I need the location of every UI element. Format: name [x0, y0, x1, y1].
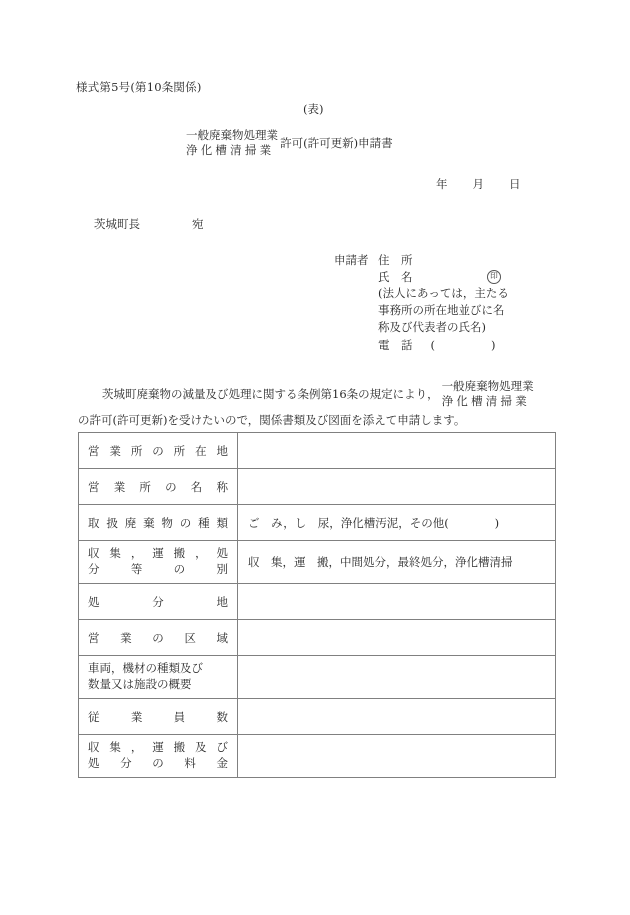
body-paragraph	[78, 379, 556, 428]
table-row	[79, 735, 556, 778]
body-line-1	[78, 379, 556, 409]
row-label-disposal-site: 処分地	[79, 584, 238, 620]
applicant-address-row	[334, 252, 509, 269]
addressee-honorific: 宛	[192, 217, 204, 231]
applicant-heading: 申請者	[334, 253, 369, 267]
table-row	[79, 699, 556, 735]
date-month-label: 月	[472, 177, 484, 191]
date-line	[436, 176, 521, 192]
row-value-business-area[interactable]	[238, 620, 556, 656]
row-value-collection-transport-disposal-category[interactable]: 収 集，運 搬，中間処分，最終処分，浄化槽清掃	[238, 541, 556, 584]
row-label-business-office-location: 営業所の所在地	[79, 433, 238, 469]
row-value-business-office-name[interactable]	[238, 469, 556, 505]
date-year-label: 年	[436, 177, 448, 191]
row-label-vehicles-equipment: 車両，機材の種類及び 数量又は施設の概要	[79, 656, 238, 699]
row-value-business-office-location[interactable]	[238, 433, 556, 469]
row-label-business-office-name: 営業所の名称	[79, 469, 238, 505]
table-row	[79, 505, 556, 541]
applicant-note-row-2	[334, 302, 509, 319]
row-value-employee-count[interactable]	[238, 699, 556, 735]
row-value-disposal-site[interactable]	[238, 584, 556, 620]
date-day-label: 日	[509, 177, 521, 191]
seal-stamp-icon: 印	[487, 270, 501, 284]
application-details-table	[78, 432, 556, 778]
table-row	[79, 584, 556, 620]
table-row	[79, 620, 556, 656]
row-label-collection-transport-disposal-category: 収集，運搬，処 分等の別	[79, 541, 238, 584]
body-business-type-line1: 一般廃棄物処理業	[441, 379, 534, 393]
applicant-note-line2: 事務所の所在地並びに名	[378, 303, 505, 318]
page-title	[186, 128, 393, 158]
row-label-business-area: 営業の区域	[79, 620, 238, 656]
front-side-marker: (表)	[303, 102, 324, 116]
applicant-name-row	[334, 269, 509, 286]
applicant-note-row-1	[334, 285, 509, 302]
applicant-address-label: 住 所	[378, 253, 413, 267]
title-business-type-line2: 浄化槽清掃業	[186, 143, 272, 158]
table-row	[79, 469, 556, 505]
row-label-employee-count: 従業員数	[79, 699, 238, 735]
title-business-type-line1: 一般廃棄物処理業	[186, 128, 278, 142]
body-lead-text: 茨城町廃棄物の減量及び処理に関する条例第16条の規定により，	[102, 386, 439, 401]
row-value-waste-type[interactable]: ご み，し 尿，浄化槽汚泥，その他( )	[238, 505, 556, 541]
table-row	[79, 541, 556, 584]
applicant-block	[334, 252, 509, 354]
row-label-fees: 収集，運搬及び 処分の料金	[79, 735, 238, 778]
title-business-types	[186, 128, 278, 158]
applicant-phone-label: 電 話	[378, 338, 413, 353]
applicant-phone-row	[334, 337, 509, 354]
applicant-phone-field: ( )	[430, 338, 498, 353]
table-row	[79, 656, 556, 699]
body-inline-business-types	[441, 379, 534, 409]
row-label-waste-type: 取扱廃棄物の種類	[79, 505, 238, 541]
applicant-note-line3: 称及び代表者の氏名)	[378, 319, 486, 334]
body-business-type-line2: 浄化槽清掃業	[441, 393, 527, 408]
applicant-note-line1: (法人にあっては，主たる	[378, 286, 509, 301]
addressee	[94, 216, 204, 232]
row-value-fees[interactable]	[238, 735, 556, 778]
title-suffix: 許可(許可更新)申請書	[280, 136, 393, 151]
applicant-name-label: 氏 名	[378, 269, 413, 284]
table-row	[79, 433, 556, 469]
applicant-note-row-3	[334, 319, 509, 336]
form-number: 様式第5号(第10条関係)	[76, 80, 202, 94]
body-line-2: の許可(許可更新)を受けたいので，関係書類及び図面を添えて申請します。	[78, 412, 466, 427]
row-value-vehicles-equipment[interactable]	[238, 656, 556, 699]
addressee-name: 茨城町長	[94, 217, 140, 231]
